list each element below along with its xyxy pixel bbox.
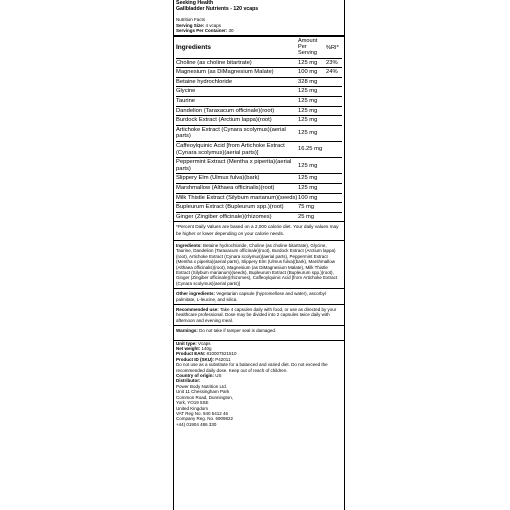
address-line: +44) 01904 486 330 — [176, 421, 217, 427]
nutrient-name: Artichoke Extract (Cynara scolymus)(aerial parts) — [176, 125, 298, 141]
nutrient-row — [176, 203, 342, 213]
header-amount: Amount Per Serving — [298, 37, 326, 58]
distributor-address — [176, 384, 342, 427]
nutrient-amount: 100 mg — [298, 68, 326, 78]
country-of-origin: Country of origin: US — [176, 373, 222, 379]
product-sku: Product ID (SKU): P42011 — [176, 356, 231, 362]
nutrient-ri — [326, 77, 342, 87]
nutrient-ri: 24% — [326, 68, 342, 78]
nutrient-row — [176, 212, 342, 221]
warnings-paragraph: Warnings: Do not take if tamper seal is damaged. — [176, 328, 277, 334]
header-ingredients: Ingredients — [176, 37, 298, 58]
nutrient-ri — [326, 125, 342, 141]
nutrient-ri — [326, 193, 342, 203]
nutrient-row — [176, 106, 342, 116]
nutrient-name: Peppermint Extract (Mentha x piperita)(aerial parts) — [176, 158, 298, 174]
nutrient-amount: 16.25 mg — [298, 142, 326, 158]
nutrient-name: Magnesium (as DiMagnesium Malate) — [176, 68, 298, 78]
address-line: York, YO19 5SE — [176, 400, 209, 406]
nutrient-ri — [326, 116, 342, 126]
product-name: Gallbladder Nutrients - 120 vcaps — [176, 6, 259, 12]
other-ingredients-paragraph: Other ingredients: Vegetarian capsule (hypromellose and water), ascorbyl palmitate, L-leucine, and silica. — [176, 291, 326, 302]
nutrient-name: Taurine — [176, 97, 298, 107]
nutrient-name: Marshmallow (Althaea officinalis)(root) — [176, 183, 298, 193]
nutrient-row — [176, 158, 342, 174]
nutrient-amount: 125 mg — [298, 97, 326, 107]
unit-type: Unit type: Vcaps — [176, 340, 211, 346]
nutrient-table — [176, 37, 342, 222]
nutrient-name: Glycine — [176, 87, 298, 97]
nutrition-facts-title: Nutrition Facts — [176, 17, 206, 22]
nutrient-row — [176, 142, 342, 158]
nutrient-amount: 125 mg — [298, 58, 326, 68]
nutrient-row — [176, 174, 342, 184]
nutrient-name: Slippery Elm (Ulmus fulva)(bark) — [176, 174, 298, 184]
address-line: Power Body Nutrition Ltd. — [176, 383, 228, 389]
ingredients-paragraph: Ingredients: Betaine hydrochloride, Choline (as choline bitartrate), Glycine, Taurine, Dandelion (Taraxacum officinale)(root), Burdock Extract (Arctium lappa)(root), Artichoke Extract (Cynara scolymus)(aerial parts), Peppermint Extract (Mentha x piperita)(aerial parts), Slippery Elm (Ulmus fulva)(bark), Marshmallow (Althaea officinalis)(root), Magnesium (as DiMagnesium Malate), Milk Thistle Extract (Silybum marianum)(seeds), Bupleurum Extract (Bupleurum spp.)(root), Ginger (Zingiber officinale)(rhizomes), Caffeoylquinic Acid [from Artichoke Extract (Cynara scolymus)(aerial parts)] — [176, 242, 338, 286]
servings-per-container: Servings Per Container: 30 — [176, 28, 234, 34]
nutrient-ri — [326, 142, 342, 158]
nutrient-amount: 125 mg — [298, 183, 326, 193]
nutrient-name: Milk Thistle Extract (Silybum marianum)(seeds) — [176, 193, 298, 203]
nutrient-ri — [326, 212, 342, 221]
nutrient-amount: 75 mg — [298, 203, 326, 213]
nutrient-ri — [326, 97, 342, 107]
nutrient-ri — [326, 183, 342, 193]
recommended-use-paragraph: Recommended use: Take 4 capsules daily with food, or use as directed by your healthcare professional. Dose may be divided into 2 capsules twice daily with afternoon and evening meal. — [176, 307, 337, 323]
nutrient-amount: 125 mg — [298, 106, 326, 116]
daily-value-footnote: *Percent Daily Values are based on a 2,000 calorie diet. Your daily values may be higher or lower depending on your calorie needs. — [176, 224, 339, 236]
nutrient-ri: 23% — [326, 58, 342, 68]
nutrient-row — [176, 97, 342, 107]
address-line: Unit 11 Chessingham Park — [176, 389, 230, 395]
nutrient-row — [176, 183, 342, 193]
distributor-heading: Distributor: — [176, 378, 201, 384]
nutrient-amount: 125 mg — [298, 116, 326, 126]
nutrient-amount: 125 mg — [298, 174, 326, 184]
nutrient-amount: 100 mg — [298, 193, 326, 203]
nutrient-amount: 25 mg — [298, 212, 326, 221]
nutrient-name: Choline (as choline bitartrate) — [176, 58, 298, 68]
nutrient-amount: 125 mg — [298, 158, 326, 174]
nutrient-name: Dandelion (Taraxacum officinale)(root) — [176, 106, 298, 116]
address-line: Company Reg. No. 6909822 — [176, 416, 234, 422]
product-ean: Product EAN: 810007521510 — [176, 351, 237, 357]
nutrient-row — [176, 193, 342, 203]
nutrient-amount: 125 mg — [298, 125, 326, 141]
nutrient-ri — [326, 174, 342, 184]
header-ri: %RI* — [326, 37, 342, 58]
address-line: Common Road, Dunnington, — [176, 394, 234, 400]
nutrient-row — [176, 116, 342, 126]
nutrient-name: Ginger (Zingiber officinale)(rhizomes) — [176, 212, 298, 221]
nutrient-ri — [326, 203, 342, 213]
net-weight: Net weight: 140g — [176, 346, 212, 352]
nutrient-name: Betaine hydrochloride — [176, 77, 298, 87]
address-line: United Kingdom — [176, 405, 209, 411]
nutrient-name: Bupleurum Extract (Bupleurum spp.)(root) — [176, 203, 298, 213]
nutrient-amount: 328 mg — [298, 77, 326, 87]
brand-name: Seeking Health — [176, 0, 214, 6]
supplement-label — [173, 0, 345, 510]
advice-text: Do not use as a substitute for a balanced and varied diet. Do not exceed the recommended daily dose. Keep out of reach of children. — [176, 362, 328, 373]
nutrient-name: Burdock Extract (Arctium lappa)(root) — [176, 116, 298, 126]
nutrient-row — [176, 77, 342, 87]
nutrient-ri — [326, 158, 342, 174]
nutrient-amount: 125 mg — [298, 87, 326, 97]
nutrient-row — [176, 68, 342, 78]
nutrient-row — [176, 125, 342, 141]
nutrient-row — [176, 58, 342, 68]
nutrient-name: Caffeoylquinic Acid [from Artichoke Extract (Cynara scolymus)(aerial parts)] — [176, 142, 298, 158]
nutrition-facts-block — [176, 17, 342, 34]
nutrient-row — [176, 87, 342, 97]
serving-size: Serving Size: 4 vcaps — [176, 22, 222, 28]
address-line: VAT Reg No. 940 5412 46 — [176, 410, 229, 416]
table-header-row — [176, 37, 342, 58]
nutrient-ri — [326, 87, 342, 97]
nutrient-ri — [326, 106, 342, 116]
